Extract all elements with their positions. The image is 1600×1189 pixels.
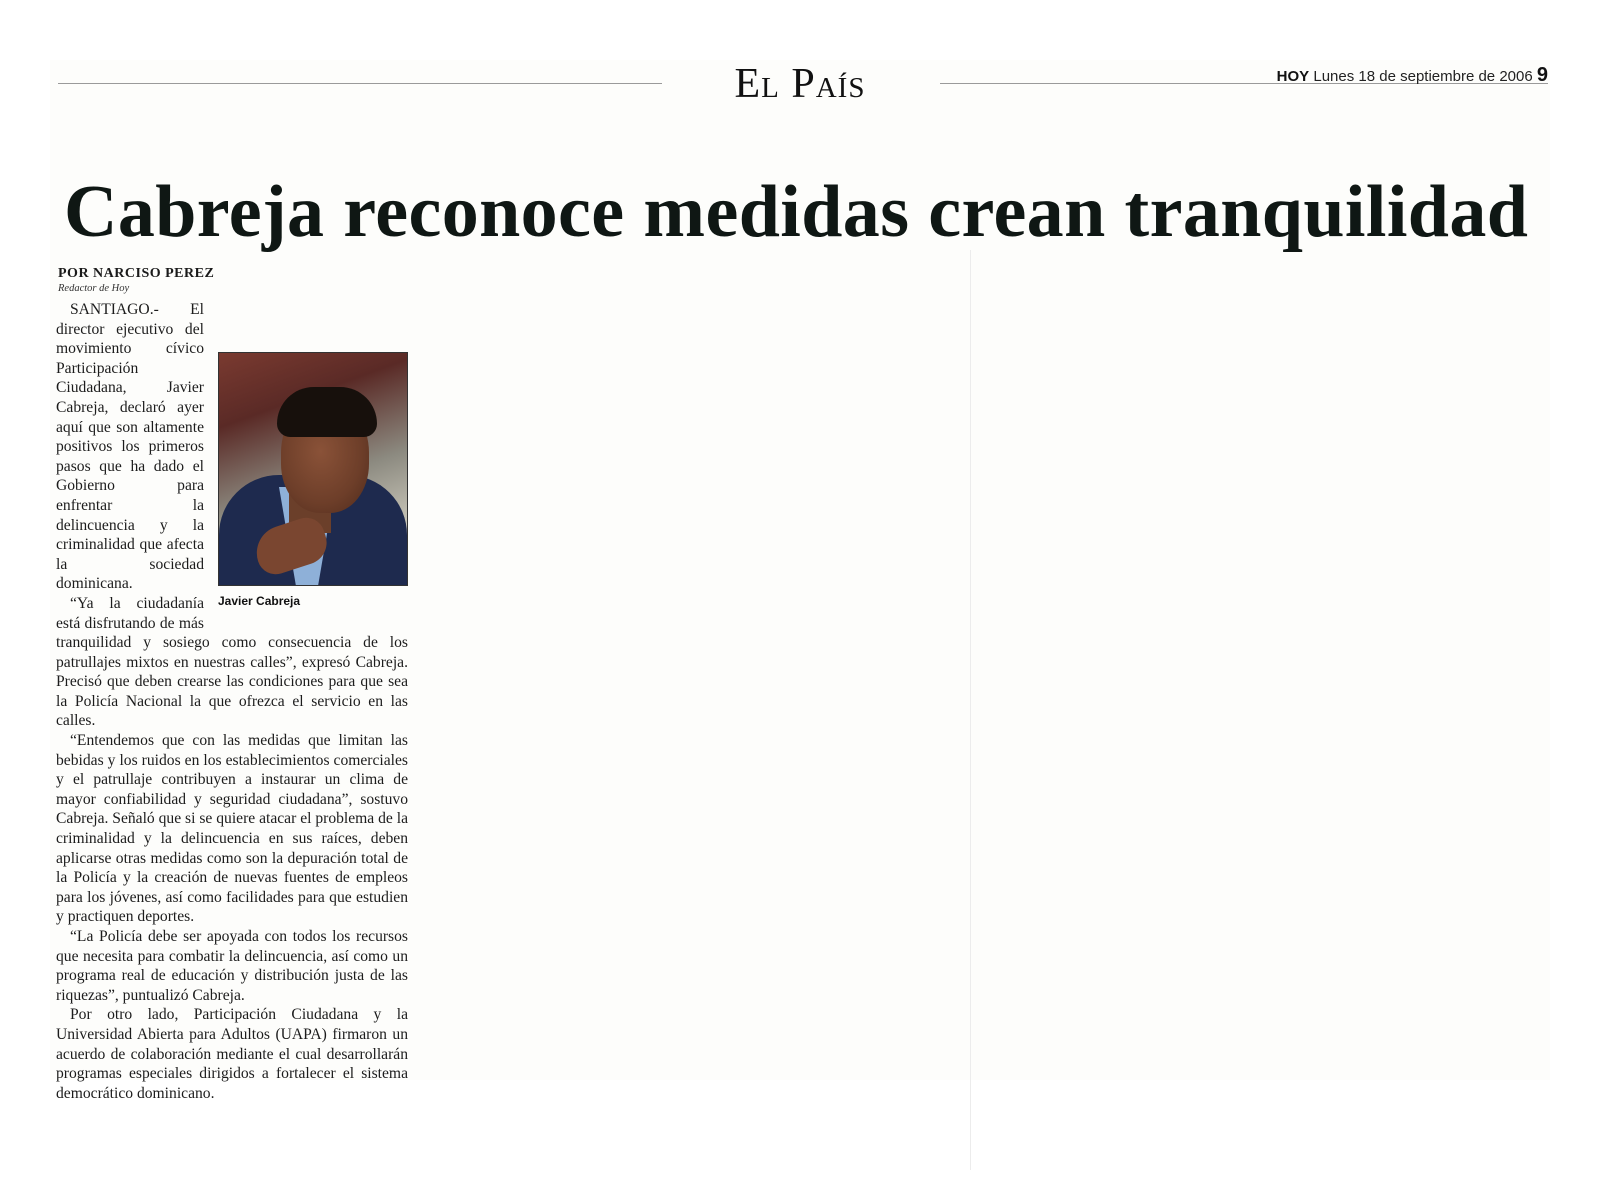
byline-role: Redactor de Hoy [58,283,130,294]
article-paragraph: Por otro lado, Participación Ciudadana y la Universidad Abierta para Adultos (UAPA) firmaron un acuerdo de colaboración mediante el cual desarrollarán programas especiales dirigidos a fortalecer el sistema democrático dominicano. [56,1006,408,1102]
portrait-photo [218,352,408,586]
article-paragraph: “Entendemos que con las medidas que limitan las bebidas y los ruidos en los establecimientos comerciales y el patrullaje contribuyen a instaurar un clima de mayor confiabilidad y seguridad ciudadana”, sostuvo Cabreja. Señaló que si se quiere atacar el problema de la criminalidad y la delincuencia en sus raíces, deben aplicarse otras medidas como son la depuración total de la Policía y la creación de nuevas fuentes de empleos para los jóvenes, así como facilidades para que estudien y practiquen deportes. [56,732,409,926]
section-title: El País [734,61,866,107]
photo-figure [218,352,408,612]
article-paragraph: “La Policía debe ser apoyada con todos los recursos que necesita para combatir la delincuencia, así como un programa real de educación y distribución justa de las riquezas”, puntualizó Cabreja. [56,928,408,1004]
photo-caption: Javier Cabreja [218,594,301,608]
article-paragraph: SANTIAGO.- El director ejecutivo del movimiento cívico Participación Ciudadana, Javier Cabreja, declaró ayer aquí que son altamente positivos los primeros pasos que ha dado el Gobierno para enfrentar la delincuencia y la criminalidad que afecta la sociedad dominicana. [56,301,204,593]
article-body [56,300,408,1103]
article-paragraph: “Ya la ciudadanía está disfrutando de más tranquilidad y sosiego como consecuencia de los patrullajes mixtos en nuestras calles”, expresó Cabreja. Precisó que deben crearse las condiciones para que sea la Policía Nacional la que ofrezca el servicio en las calles. [56,594,408,730]
publication-date: Lunes 18 de septiembre de 2006 [1313,68,1533,85]
headline: Cabreja reconoce medidas crean tranquilidad [64,171,1529,253]
page-fold-line [970,250,971,1170]
page-folio [1277,64,1548,87]
newspaper-name: HOY [1276,68,1310,85]
byline: POR NARCISO PEREZ [58,266,215,281]
header-rule-left [58,83,662,84]
page-number: 9 [1536,64,1548,86]
